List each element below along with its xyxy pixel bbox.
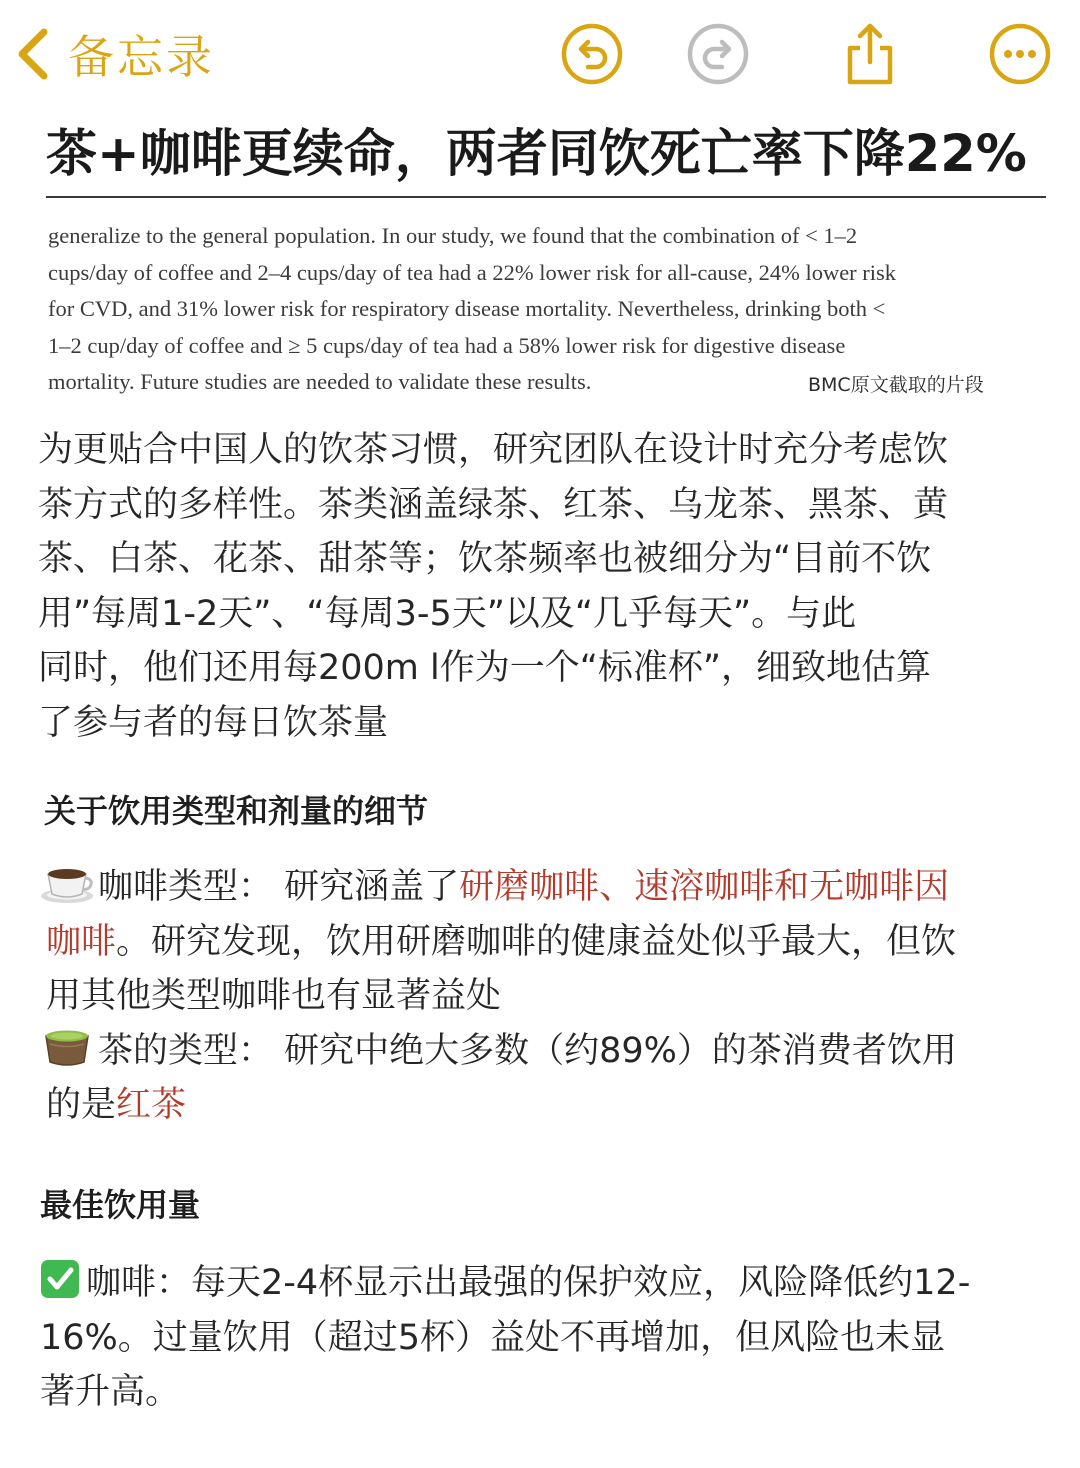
coffee-line-2	[40, 915, 1040, 970]
dosage-block	[40, 1256, 1040, 1420]
more-icon	[988, 22, 1052, 86]
undo-icon	[560, 22, 624, 86]
back-button[interactable]	[14, 24, 215, 84]
more-button[interactable]	[988, 22, 1052, 86]
section-heading-types: 关于饮用类型和剂量的细节	[44, 792, 429, 830]
tea-type-text: 茶的类型： 研究中绝大多数（约89%）的茶消费者饮用	[98, 1030, 957, 1071]
back-label: 备忘录	[68, 30, 215, 84]
coffee-type-label: 咖啡类型： 研究涵盖了	[98, 867, 460, 907]
paragraph-line: 茶方式的多样性。茶类涵盖绿茶、红茶、乌龙茶、黑茶、黄	[38, 484, 949, 525]
dose-line-1	[40, 1256, 1040, 1311]
paragraph-line: 用”每周1-2天”、“每周3-5天”以及“几乎每天”。与此	[38, 593, 857, 634]
types-block	[40, 860, 1040, 1133]
share-icon	[838, 22, 902, 86]
intro-paragraph	[38, 423, 1038, 750]
tea-type-text-cont: 的是	[46, 1085, 117, 1125]
excerpt-line: for CVD, and 31% lower risk for respiratory disease mortality. Nevertheless, drinking both <	[48, 296, 886, 321]
coffee-types-highlight-cont: 咖啡	[46, 921, 117, 962]
coffee-line-1	[40, 860, 1040, 915]
chevron-left-icon	[14, 24, 54, 84]
title-divider	[46, 196, 1046, 198]
excerpt-line: mortality. Future studies are needed to validate these results.	[48, 369, 592, 394]
check-mark-icon	[40, 1258, 82, 1300]
redo-button[interactable]	[686, 22, 750, 86]
dose-line-2: 16%。过量饮用（超过5杯）益处不再增加，但风险也未显	[40, 1317, 946, 1358]
coffee-finding: 。研究发现，饮用研磨咖啡的健康益处似乎最大，但饮	[116, 921, 957, 962]
share-button[interactable]	[838, 22, 902, 86]
green-tea-icon	[40, 1026, 94, 1068]
excerpt-caption: BMC原文截取的片段	[808, 374, 984, 396]
redo-icon	[686, 22, 750, 86]
paragraph-line: 同时，他们还用每200m l作为一个“标准杯”，细致地估算	[38, 648, 932, 688]
coffee-types-highlight: 研磨咖啡、速溶咖啡和无咖啡因	[459, 867, 950, 907]
black-tea-highlight: 红茶	[116, 1085, 187, 1125]
note-title: 茶+咖啡更续命，两者同饮死亡率下降22%	[46, 125, 1027, 184]
coffee-dose-text: 咖啡：每天2-4杯显示出最强的保护效应，风险降低约12-	[86, 1263, 971, 1303]
dose-line-3: 著升高。	[40, 1372, 181, 1412]
paragraph-line: 茶、白茶、花茶、甜茶等；饮茶频率也被细分为“目前不饮	[38, 539, 932, 579]
tea-line-2	[40, 1078, 1040, 1133]
top-toolbar	[0, 0, 1080, 108]
paragraph-line: 为更贴合中国人的饮茶习惯，研究团队在设计时充分考虑饮	[38, 430, 949, 470]
excerpt-line: 1–2 cup/day of coffee and ≥ 5 cups/day of tea had a 58% lower risk for digestive disease	[48, 332, 846, 358]
paragraph-line: 了参与者的每日饮茶量	[38, 702, 389, 743]
coffee-line-3: 用其他类型咖啡也有显著益处	[46, 976, 502, 1016]
coffee-cup-icon	[40, 862, 94, 904]
tea-line-1	[40, 1024, 1040, 1079]
excerpt-line: cups/day of coffee and 2–4 cups/day of tea had a 22% lower risk for all-cause, 24% lower risk	[48, 259, 897, 285]
section-heading-dosage: 最佳饮用量	[40, 1186, 201, 1224]
undo-button[interactable]	[560, 22, 624, 86]
excerpt-line: generalize to the general population. In our study, we found that the combination of < 1–2	[48, 223, 858, 248]
